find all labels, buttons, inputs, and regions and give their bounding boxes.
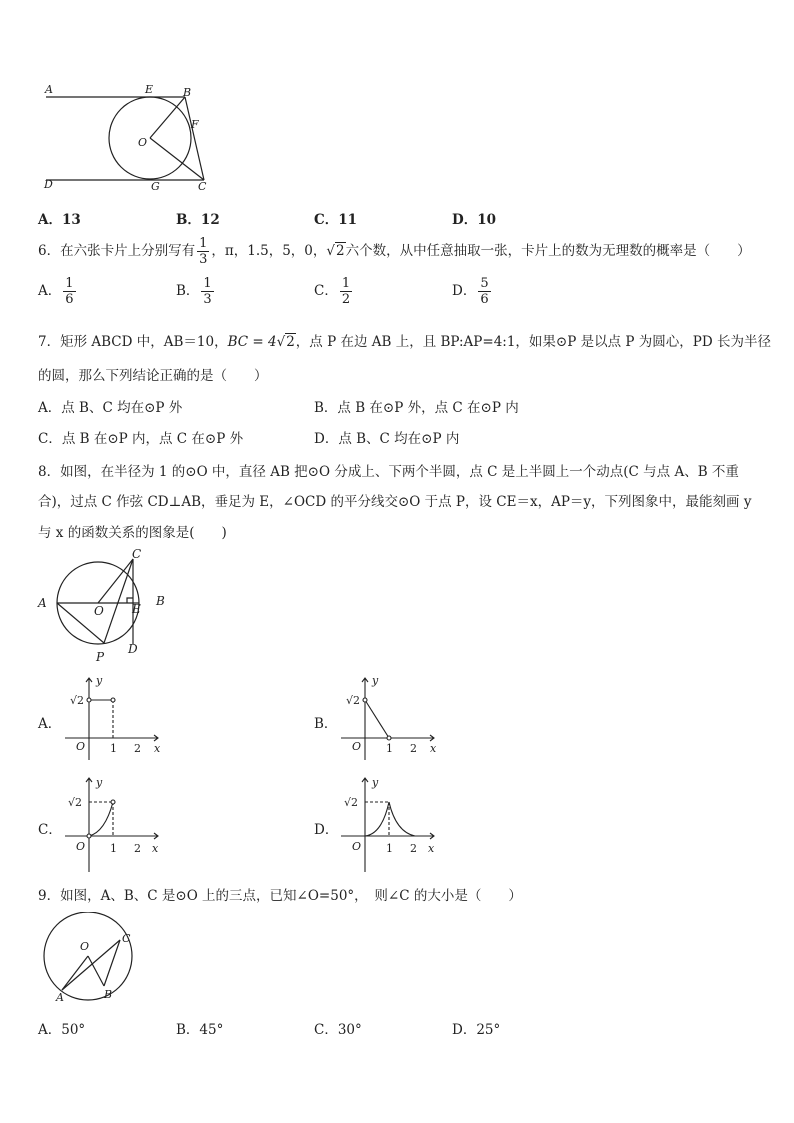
graph-b-origin: O xyxy=(352,740,362,753)
fig5-label-a: A xyxy=(45,83,53,96)
fig9-label-a: A xyxy=(56,991,64,1004)
q8-option-d-label[interactable]: D． xyxy=(314,822,339,838)
q8-graph-a[interactable] xyxy=(60,672,170,762)
q6-option-c[interactable]: C． $\frac{1}{2}$ xyxy=(314,276,351,307)
q9-question: 9．如图，A、B、C 是⊙O 上的三点，已知∠O=50°， 则∠C 的大小是（ ） xyxy=(38,888,522,904)
fig8-label-d: D xyxy=(128,642,138,656)
q5-option-c[interactable]: C．11 xyxy=(314,212,358,228)
q6-sqrt2: √2 xyxy=(326,243,345,259)
fig5-label-b: B xyxy=(183,86,192,99)
q8-option-c-label[interactable]: C． xyxy=(38,822,62,838)
q9-option-b[interactable]: B．45° xyxy=(176,1022,224,1038)
q7-option-c[interactable]: C．点 B 在⊙P 内，点 C 在⊙P 外 xyxy=(38,431,244,447)
fig5-label-e: E xyxy=(145,83,154,96)
q8-option-a-label[interactable]: A． xyxy=(38,716,62,732)
graph-a-origin: O xyxy=(76,740,86,753)
graph-a-tick-2: 2 xyxy=(134,742,141,755)
q8-question-line2: 合)，过点 C 作弦 CD⊥AB，垂足为 E，∠OCD 的平分线交⊙O 于点 P，设 CE＝x，AP＝y，下列图象中，最能刻画 y xyxy=(38,494,752,510)
q7-option-d[interactable]: D．点 B、C 均在⊙P 内 xyxy=(314,431,460,447)
graph-d-origin: O xyxy=(352,840,362,853)
q8-question-line3: 与 x 的函数关系的图象是( ) xyxy=(38,525,227,541)
graph-c-origin: O xyxy=(76,840,86,853)
graph-d-x-label: x xyxy=(428,842,435,855)
fig9-label-b: B xyxy=(104,988,113,1001)
fig5-label-o: O xyxy=(138,136,148,149)
graph-d-tick-2: 2 xyxy=(410,842,417,855)
graph-b-x-label: x xyxy=(430,742,437,755)
q7-option-b[interactable]: B．点 B 在⊙P 外，点 C 在⊙P 内 xyxy=(314,400,519,416)
q7-question-line2: 的圆，那么下列结论正确的是（ ） xyxy=(38,368,268,384)
q8-graph-d[interactable] xyxy=(336,774,446,874)
fig8-label-o: O xyxy=(94,604,104,618)
graph-b-tick-1: 1 xyxy=(386,742,393,755)
fig8-label-p: P xyxy=(96,650,105,664)
graph-d-y-label: y xyxy=(372,776,379,789)
q6-option-d[interactable]: D． $\frac{5}{6}$ xyxy=(452,276,489,307)
fig8-label-c: C xyxy=(132,547,142,561)
graph-c-x-label: x xyxy=(152,842,159,855)
q9-figure xyxy=(38,912,148,1004)
q6-option-b[interactable]: B． $\frac{1}{3}$ xyxy=(176,276,212,307)
q6-question: 6．在六张卡片上分别写有 $\frac{1}{3}$ ，π，1.5，5，0，√2六个数，从中任意抽取一张，卡片上的数为无理数的概率是（ ） xyxy=(38,236,751,267)
graph-b-tick-2: 2 xyxy=(410,742,417,755)
q7-option-a[interactable]: A．点 B、C 均在⊙P 外 xyxy=(38,400,183,416)
fig8-label-b: B xyxy=(156,594,165,608)
q5-figure xyxy=(38,80,218,195)
graph-d-sqrt2: √2 xyxy=(344,796,359,809)
fig8-label-e: E xyxy=(132,602,141,616)
graph-a-tick-1: 1 xyxy=(110,742,117,755)
q8-option-b-label[interactable]: B． xyxy=(314,716,338,732)
q8-figure xyxy=(36,545,176,667)
graph-d-tick-1: 1 xyxy=(386,842,393,855)
graph-b-y-label: y xyxy=(372,674,379,687)
q8-question-line1: 8．如图，在半径为 1 的⊙O 中，直径 AB 把⊙O 分成上、下两个半圆，点 C 是上半圆上一个动点(C 与点 A、B 不重 xyxy=(38,464,739,480)
q8-graph-b[interactable] xyxy=(336,672,446,762)
graph-a-y-label: y xyxy=(96,674,103,687)
fig9-label-o: O xyxy=(80,940,90,953)
q6-fraction: $\frac{1}{3}$ xyxy=(199,236,208,267)
graph-c-y-label: y xyxy=(96,776,103,789)
fig5-label-g: G xyxy=(151,180,160,193)
q7-question-line1: 7．矩形 ABCD 中，AB＝10，BC = 4√2，点 P 在边 AB 上，且 BP:AP=4:1，如果⊙P 是以点 P 为圆心，PD 长为半径 xyxy=(38,334,771,350)
q9-option-d[interactable]: D．25° xyxy=(452,1022,501,1038)
graph-a-sqrt2: √2 xyxy=(70,694,85,707)
graph-c-tick-2: 2 xyxy=(134,842,141,855)
fig5-label-d: D xyxy=(44,178,53,191)
q9-option-a[interactable]: A．50° xyxy=(38,1022,86,1038)
q9-option-c[interactable]: C．30° xyxy=(314,1022,362,1038)
graph-a-x-label: x xyxy=(154,742,161,755)
q5-option-a[interactable]: A．13 xyxy=(38,212,81,228)
graph-c-sqrt2: √2 xyxy=(68,796,83,809)
q6-option-a[interactable]: A． $\frac{1}{6}$ xyxy=(38,276,74,307)
fig9-label-c: C xyxy=(122,932,131,945)
graph-b-sqrt2: √2 xyxy=(346,694,361,707)
fig8-label-a: A xyxy=(38,596,47,610)
q5-option-b[interactable]: B．12 xyxy=(176,212,220,228)
graph-c-tick-1: 1 xyxy=(110,842,117,855)
fig5-label-f: F xyxy=(191,118,199,131)
q8-graph-c[interactable] xyxy=(60,774,170,874)
fig5-label-c: C xyxy=(198,180,207,193)
q5-option-d[interactable]: D．10 xyxy=(452,212,497,228)
